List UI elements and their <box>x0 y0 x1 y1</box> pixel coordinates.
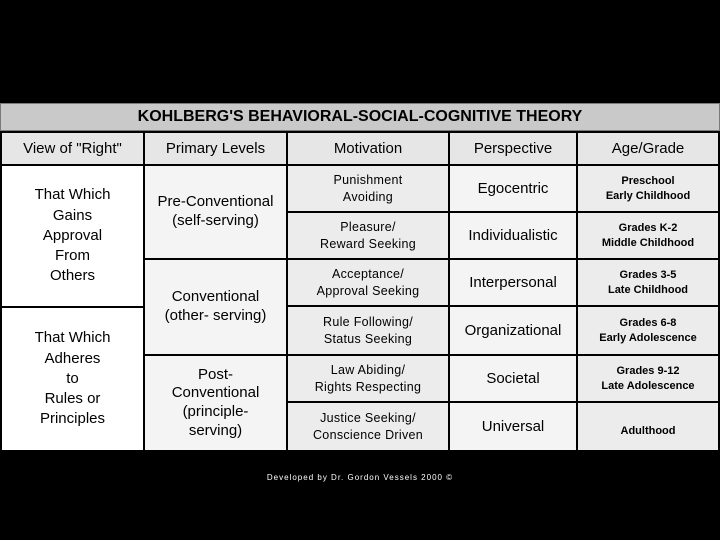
perspective-organizational: Organizational <box>450 307 576 354</box>
table-title: KOHLBERG'S BEHAVIORAL-SOCIAL-COGNITIVE THEORY <box>0 103 720 131</box>
credit-line: Developed by Dr. Gordon Vessels 2000 © <box>266 473 454 482</box>
age-preschool: Preschool Early Childhood <box>578 166 718 211</box>
level-pre-conventional: Pre-Conventional (self-serving) <box>145 166 286 258</box>
age-grades-6-8: Grades 6-8 Early Adolescence <box>578 307 718 354</box>
perspective-universal: Universal <box>450 403 576 450</box>
perspective-egocentric: Egocentric <box>450 166 576 211</box>
motivation-acceptance-approval: Acceptance/ Approval Seeking <box>288 260 448 305</box>
age-grades-k-2: Grades K-2 Middle Childhood <box>578 213 718 258</box>
perspective-interpersonal: Interpersonal <box>450 260 576 305</box>
header-perspective: Perspective <box>450 133 576 164</box>
age-adulthood: Adulthood <box>578 403 718 450</box>
view-adheres-to-rules: That Which Adheres to Rules or Principles <box>2 308 143 450</box>
motivation-pleasure-reward: Pleasure/ Reward Seeking <box>288 213 448 258</box>
header-age-grade: Age/Grade <box>578 133 718 164</box>
level-post-conventional: Post- Conventional (principle- serving) <box>145 356 286 450</box>
header-motivation: Motivation <box>288 133 448 164</box>
age-grades-9-12: Grades 9-12 Late Adolescence <box>578 356 718 401</box>
perspective-individualistic: Individualistic <box>450 213 576 258</box>
perspective-societal: Societal <box>450 356 576 401</box>
header-view-of-right: View of "Right" <box>2 133 143 164</box>
view-gains-approval: That Which Gains Approval From Others <box>2 166 143 306</box>
kohlberg-table <box>0 103 720 451</box>
motivation-punishment-avoiding: Punishment Avoiding <box>288 166 448 211</box>
motivation-justice-seeking: Justice Seeking/ Conscience Driven <box>288 403 448 450</box>
header-primary-levels: Primary Levels <box>145 133 286 164</box>
motivation-rule-following: Rule Following/ Status Seeking <box>288 307 448 354</box>
motivation-law-abiding: Law Abiding/ Rights Respecting <box>288 356 448 401</box>
level-conventional: Conventional (other- serving) <box>145 260 286 354</box>
age-grades-3-5: Grades 3-5 Late Childhood <box>578 260 718 305</box>
